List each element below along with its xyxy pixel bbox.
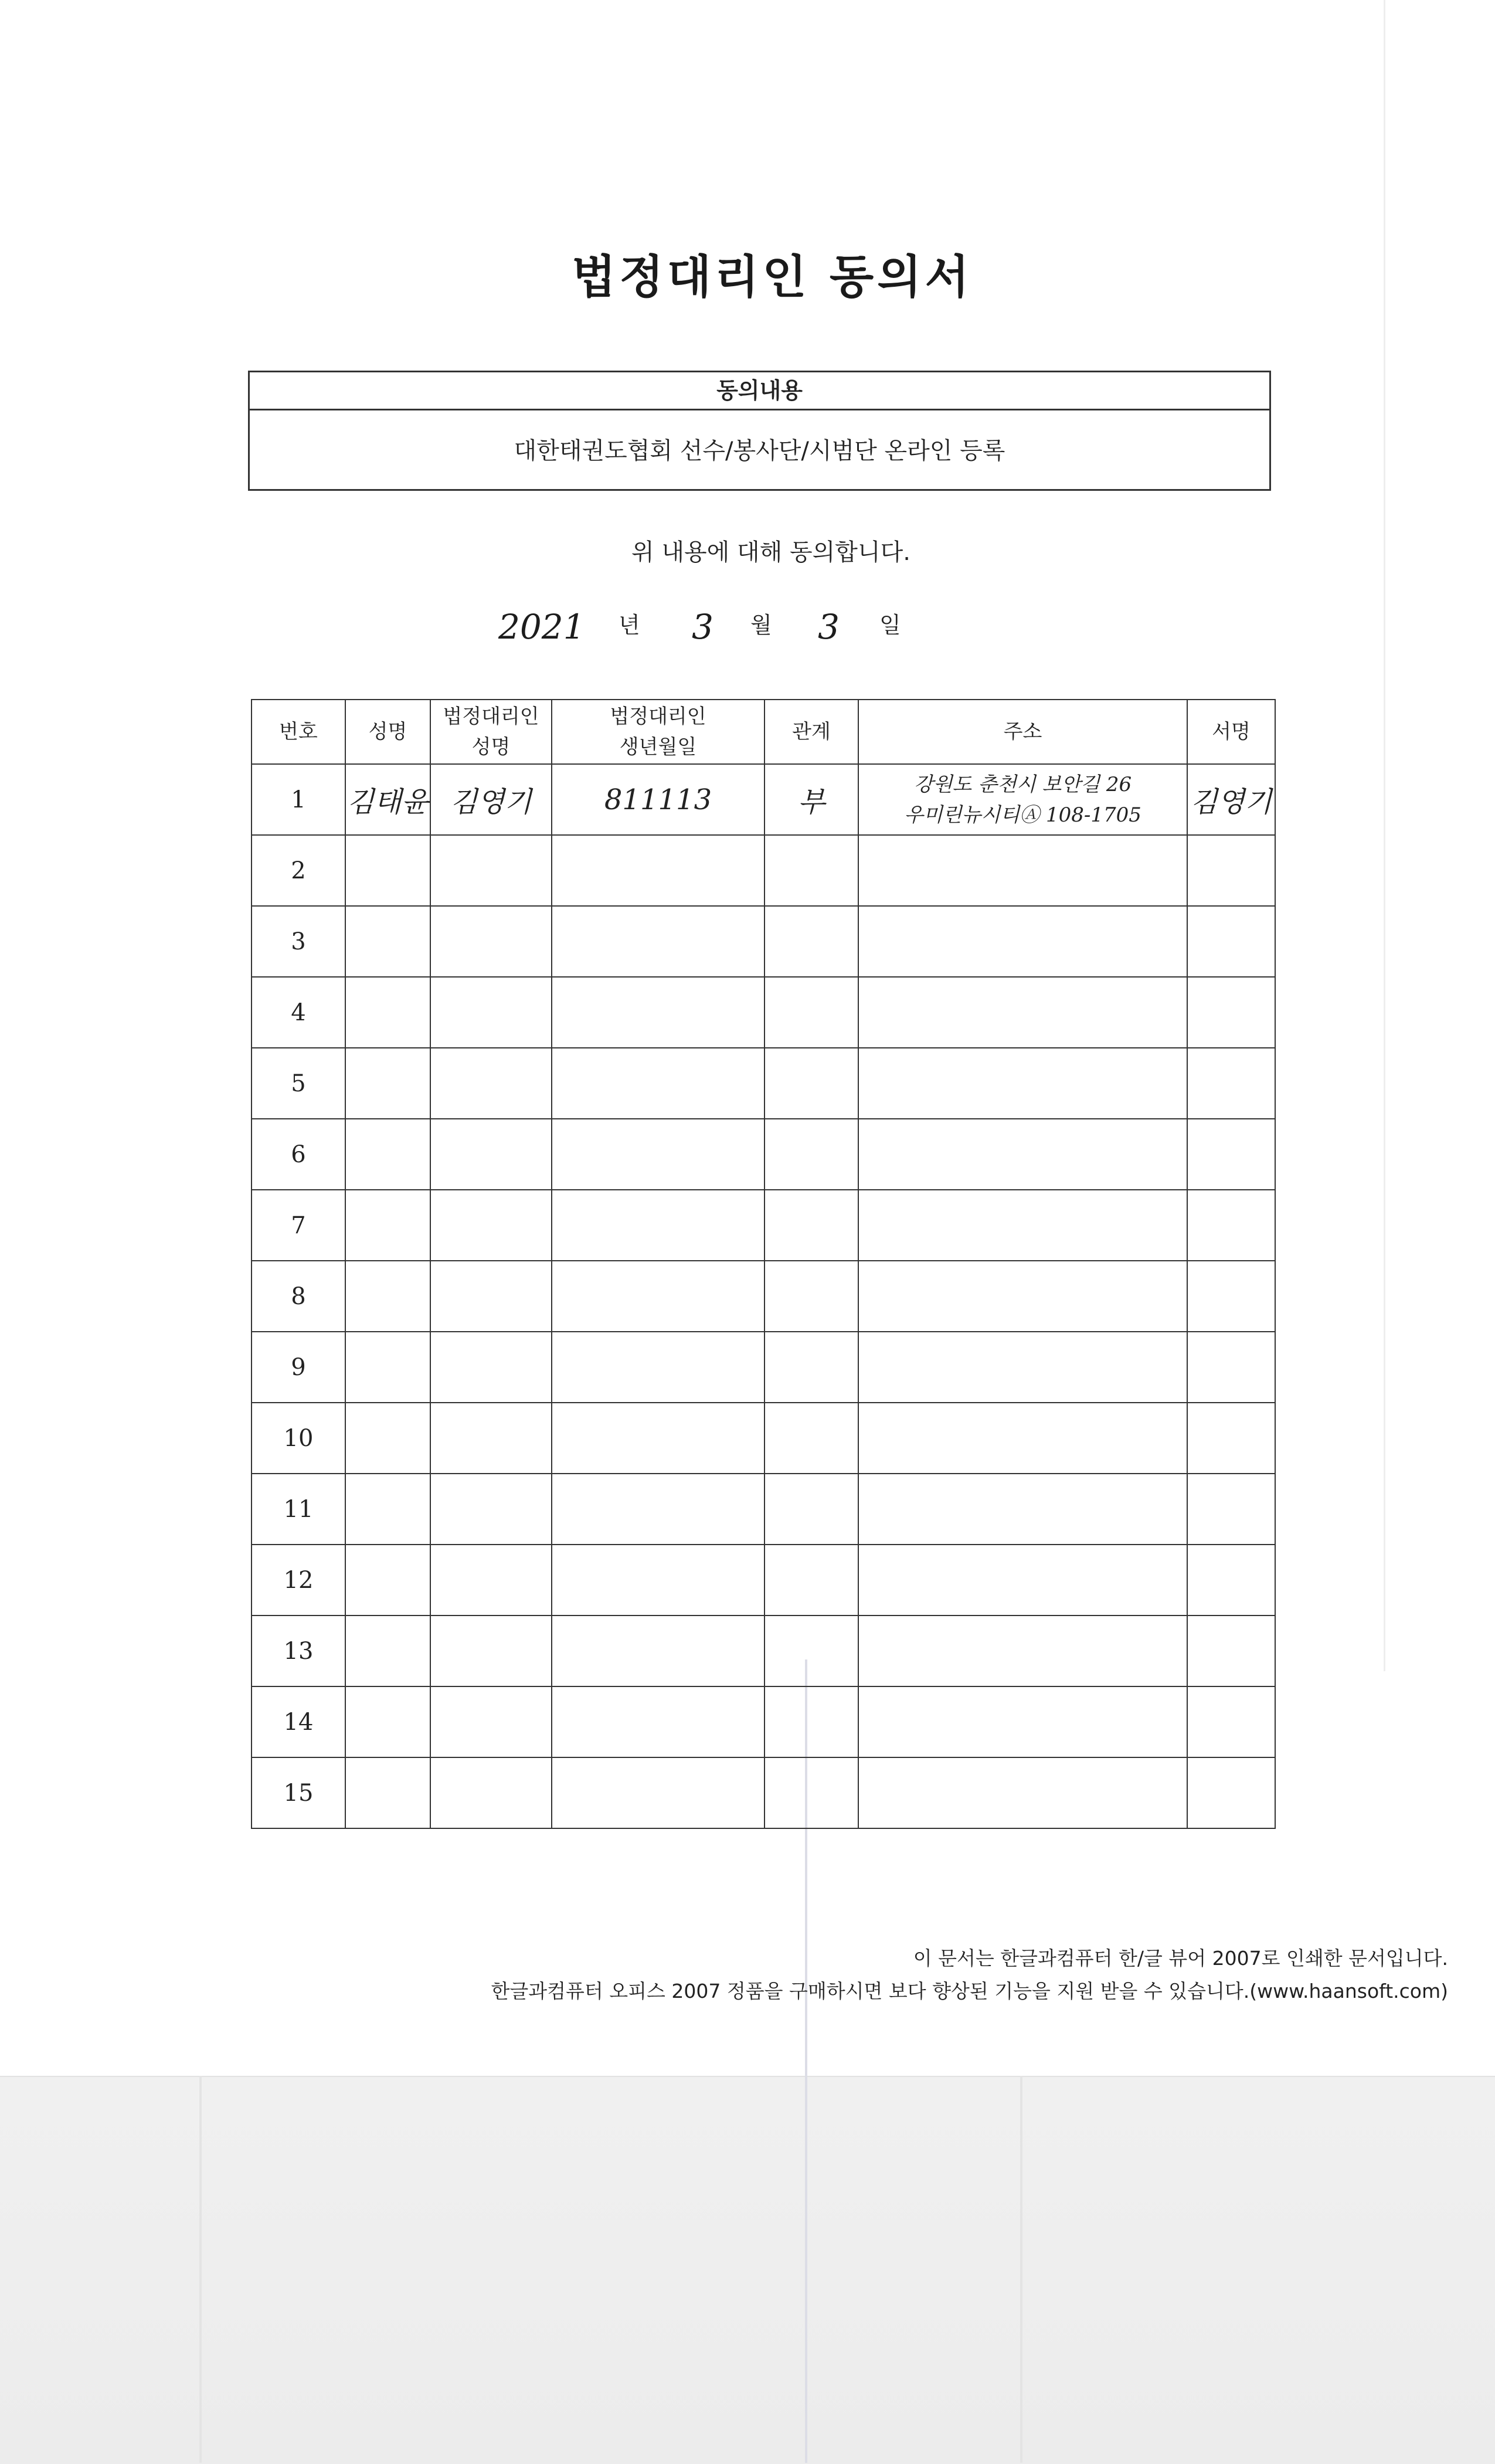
row-number	[252, 1190, 345, 1261]
row-address	[858, 1332, 1187, 1403]
row-guardian-birth	[552, 1686, 765, 1757]
row-signature	[1187, 1332, 1275, 1403]
row-guardian-birth	[552, 1119, 765, 1190]
row-relation	[765, 1615, 858, 1686]
table-row	[252, 1686, 1275, 1757]
row-student-name	[345, 1757, 430, 1828]
row-guardian-name	[430, 1403, 552, 1474]
row-number-value: 12	[283, 1566, 314, 1594]
row-signature	[1187, 1545, 1275, 1615]
table-row	[252, 835, 1275, 906]
row-guardian-birth-value: 811113	[604, 783, 712, 816]
row-number-value: 3	[291, 928, 306, 955]
table-row	[252, 1048, 1275, 1119]
row-guardian-birth	[552, 835, 765, 906]
row-guardian-birth	[552, 1190, 765, 1261]
row-student-name	[345, 1048, 430, 1119]
row-student-name	[345, 1686, 430, 1757]
row-student-name	[345, 1474, 430, 1545]
row-number-value: 6	[291, 1141, 306, 1168]
row-student-name	[345, 1332, 430, 1403]
date-month-unit: 월	[750, 612, 772, 638]
row-relation	[765, 1545, 858, 1615]
row-student-name	[345, 764, 430, 835]
document-title: 법정대리인 동의서	[572, 251, 973, 304]
header-signature	[1187, 700, 1275, 764]
row-student-name	[345, 1615, 430, 1686]
row-guardian-name	[430, 835, 552, 906]
table-row	[252, 764, 1275, 835]
row-signature	[1187, 1048, 1275, 1119]
row-address	[858, 977, 1187, 1048]
consent-header: 동의내용	[250, 372, 1269, 410]
row-number	[252, 1332, 345, 1403]
row-student-name	[345, 1403, 430, 1474]
row-number-value: 4	[291, 999, 306, 1026]
table-row	[252, 977, 1275, 1048]
table-row	[252, 906, 1275, 977]
row-guardian-birth	[552, 1261, 765, 1332]
row-number-value: 14	[283, 1708, 314, 1736]
row-signature	[1187, 1757, 1275, 1828]
row-guardian-name	[430, 1261, 552, 1332]
row-number-value: 7	[291, 1211, 306, 1239]
header-guardian-name-line1: 법정대리인	[443, 705, 539, 728]
header-guardian-name	[430, 700, 552, 764]
row-number	[252, 1403, 345, 1474]
header-name	[345, 700, 430, 764]
row-student-name	[345, 906, 430, 977]
row-number	[252, 1119, 345, 1190]
row-guardian-name	[430, 1474, 552, 1545]
date-row	[498, 607, 920, 654]
table-row	[252, 1474, 1275, 1545]
row-address	[858, 1119, 1187, 1190]
row-address	[858, 1615, 1187, 1686]
row-relation	[765, 1119, 858, 1190]
row-address-line1: 강원도 춘천시 보안길 26	[913, 772, 1132, 796]
table-row	[252, 1119, 1275, 1190]
table-row	[252, 1332, 1275, 1403]
row-student-name-value: 김태윤	[346, 786, 429, 819]
date-day: 3	[818, 607, 840, 647]
header-relation	[765, 700, 858, 764]
row-guardian-birth	[552, 906, 765, 977]
row-student-name	[345, 1261, 430, 1332]
row-relation-value: 부	[797, 786, 825, 819]
table-row	[252, 1545, 1275, 1615]
row-guardian-birth	[552, 1048, 765, 1119]
header-relation-label: 관계	[792, 720, 831, 744]
row-signature	[1187, 977, 1275, 1048]
row-guardian-birth	[552, 764, 765, 835]
row-address-line2: 우미린뉴시티Ⓐ 108-1705	[904, 803, 1141, 827]
row-number	[252, 1474, 345, 1545]
row-address	[858, 835, 1187, 906]
row-signature	[1187, 835, 1275, 906]
header-guardian-birth	[552, 700, 765, 764]
row-relation	[765, 1474, 858, 1545]
row-address	[858, 1048, 1187, 1119]
agree-statement: 위 내용에 대해 동의합니다.	[631, 539, 910, 566]
consent-content: 대한태권도협회 선수/봉사단/시범단 온라인 등록	[514, 437, 1005, 464]
row-address	[858, 1686, 1187, 1757]
row-signature	[1187, 1190, 1275, 1261]
row-signature-value: 김영기	[1190, 786, 1272, 819]
row-relation	[765, 1048, 858, 1119]
row-number-value: 5	[291, 1070, 306, 1097]
row-guardian-name	[430, 977, 552, 1048]
row-student-name	[345, 977, 430, 1048]
row-address	[858, 1474, 1187, 1545]
paper-edge	[1384, 0, 1385, 1671]
row-guardian-name	[430, 906, 552, 977]
row-guardian-name	[430, 764, 552, 835]
row-signature	[1187, 1261, 1275, 1332]
scan-artifact-line	[1020, 2076, 1022, 2463]
row-relation	[765, 1686, 858, 1757]
row-relation	[765, 906, 858, 977]
row-number	[252, 1757, 345, 1828]
row-number-value: 15	[283, 1779, 314, 1807]
row-guardian-birth	[552, 1615, 765, 1686]
scanner-background	[0, 2076, 1495, 2464]
row-number-value: 2	[291, 857, 306, 884]
date-year: 2021	[498, 607, 585, 647]
row-guardian-name	[430, 1190, 552, 1261]
row-number	[252, 1545, 345, 1615]
header-number-label: 번호	[279, 720, 318, 744]
row-relation	[765, 835, 858, 906]
row-student-name	[345, 1545, 430, 1615]
table-row	[252, 1615, 1275, 1686]
scan-artifact-line	[199, 2076, 202, 2463]
row-guardian-name	[430, 1686, 552, 1757]
table-row	[252, 1261, 1275, 1332]
row-address	[858, 1757, 1187, 1828]
row-guardian-birth	[552, 1403, 765, 1474]
row-guardian-name	[430, 1545, 552, 1615]
row-address	[858, 764, 1187, 835]
row-guardian-name	[430, 1615, 552, 1686]
header-guardian-birth-line2: 생년월일	[619, 735, 697, 759]
row-number-value: 8	[291, 1282, 306, 1310]
row-signature	[1187, 1474, 1275, 1545]
table-body	[252, 764, 1275, 1828]
row-relation	[765, 1757, 858, 1828]
row-relation	[765, 977, 858, 1048]
row-guardian-name	[430, 1332, 552, 1403]
row-guardian-name	[430, 1048, 552, 1119]
row-address	[858, 906, 1187, 977]
row-number-value: 13	[283, 1637, 314, 1665]
row-number-value: 11	[283, 1495, 314, 1523]
row-number	[252, 835, 345, 906]
row-student-name	[345, 835, 430, 906]
header-guardian-birth-line1: 법정대리인	[610, 705, 706, 728]
row-signature	[1187, 764, 1275, 835]
row-guardian-birth	[552, 1474, 765, 1545]
row-relation	[765, 1332, 858, 1403]
row-student-name	[345, 1119, 430, 1190]
row-guardian-birth	[552, 1545, 765, 1615]
row-address	[858, 1403, 1187, 1474]
footer-print-notice: 이 문서는 한글과컴퓨터 한/글 뷰어 2007로 인쇄한 문서입니다.	[913, 1947, 1448, 1970]
row-signature	[1187, 1119, 1275, 1190]
header-guardian-name-line2: 성명	[471, 735, 511, 759]
row-number-value: 10	[283, 1424, 314, 1452]
row-guardian-birth	[552, 1332, 765, 1403]
table-row	[252, 1403, 1275, 1474]
guardian-consent-table	[251, 699, 1276, 1829]
row-number	[252, 906, 345, 977]
row-signature	[1187, 1403, 1275, 1474]
row-relation	[765, 1190, 858, 1261]
date-month: 3	[692, 607, 713, 647]
header-name-label: 성명	[368, 720, 407, 744]
row-number	[252, 1686, 345, 1757]
header-number	[252, 700, 345, 764]
row-guardian-name-value: 김영기	[450, 786, 532, 819]
row-guardian-birth	[552, 977, 765, 1048]
row-number	[252, 1615, 345, 1686]
header-address	[858, 700, 1187, 764]
row-address	[858, 1261, 1187, 1332]
row-relation	[765, 1261, 858, 1332]
row-number	[252, 1048, 345, 1119]
header-address-label: 주소	[1003, 720, 1042, 744]
table-header-row	[252, 700, 1275, 764]
row-number	[252, 977, 345, 1048]
row-signature	[1187, 906, 1275, 977]
row-guardian-name	[430, 1757, 552, 1828]
row-student-name	[345, 1190, 430, 1261]
row-guardian-name	[430, 1119, 552, 1190]
row-relation	[765, 764, 858, 835]
table-row	[252, 1757, 1275, 1828]
row-number	[252, 1261, 345, 1332]
header-signature-label: 서명	[1212, 720, 1251, 744]
row-number-value: 1	[291, 786, 306, 813]
consent-box	[248, 371, 1271, 491]
row-number-value: 9	[291, 1353, 306, 1381]
row-address	[858, 1545, 1187, 1615]
table-row	[252, 1190, 1275, 1261]
row-signature	[1187, 1615, 1275, 1686]
row-guardian-birth	[552, 1757, 765, 1828]
row-signature	[1187, 1686, 1275, 1757]
row-address	[858, 1190, 1187, 1261]
date-year-unit: 년	[619, 612, 640, 638]
row-relation	[765, 1403, 858, 1474]
footer-promo-notice: 한글과컴퓨터 오피스 2007 정품을 구매하시면 보다 향상된 기능을 지원 받을 수 있습니다.(www.haansoft.com)	[491, 1980, 1448, 2003]
date-day-unit: 일	[879, 612, 901, 638]
row-number	[252, 764, 345, 835]
